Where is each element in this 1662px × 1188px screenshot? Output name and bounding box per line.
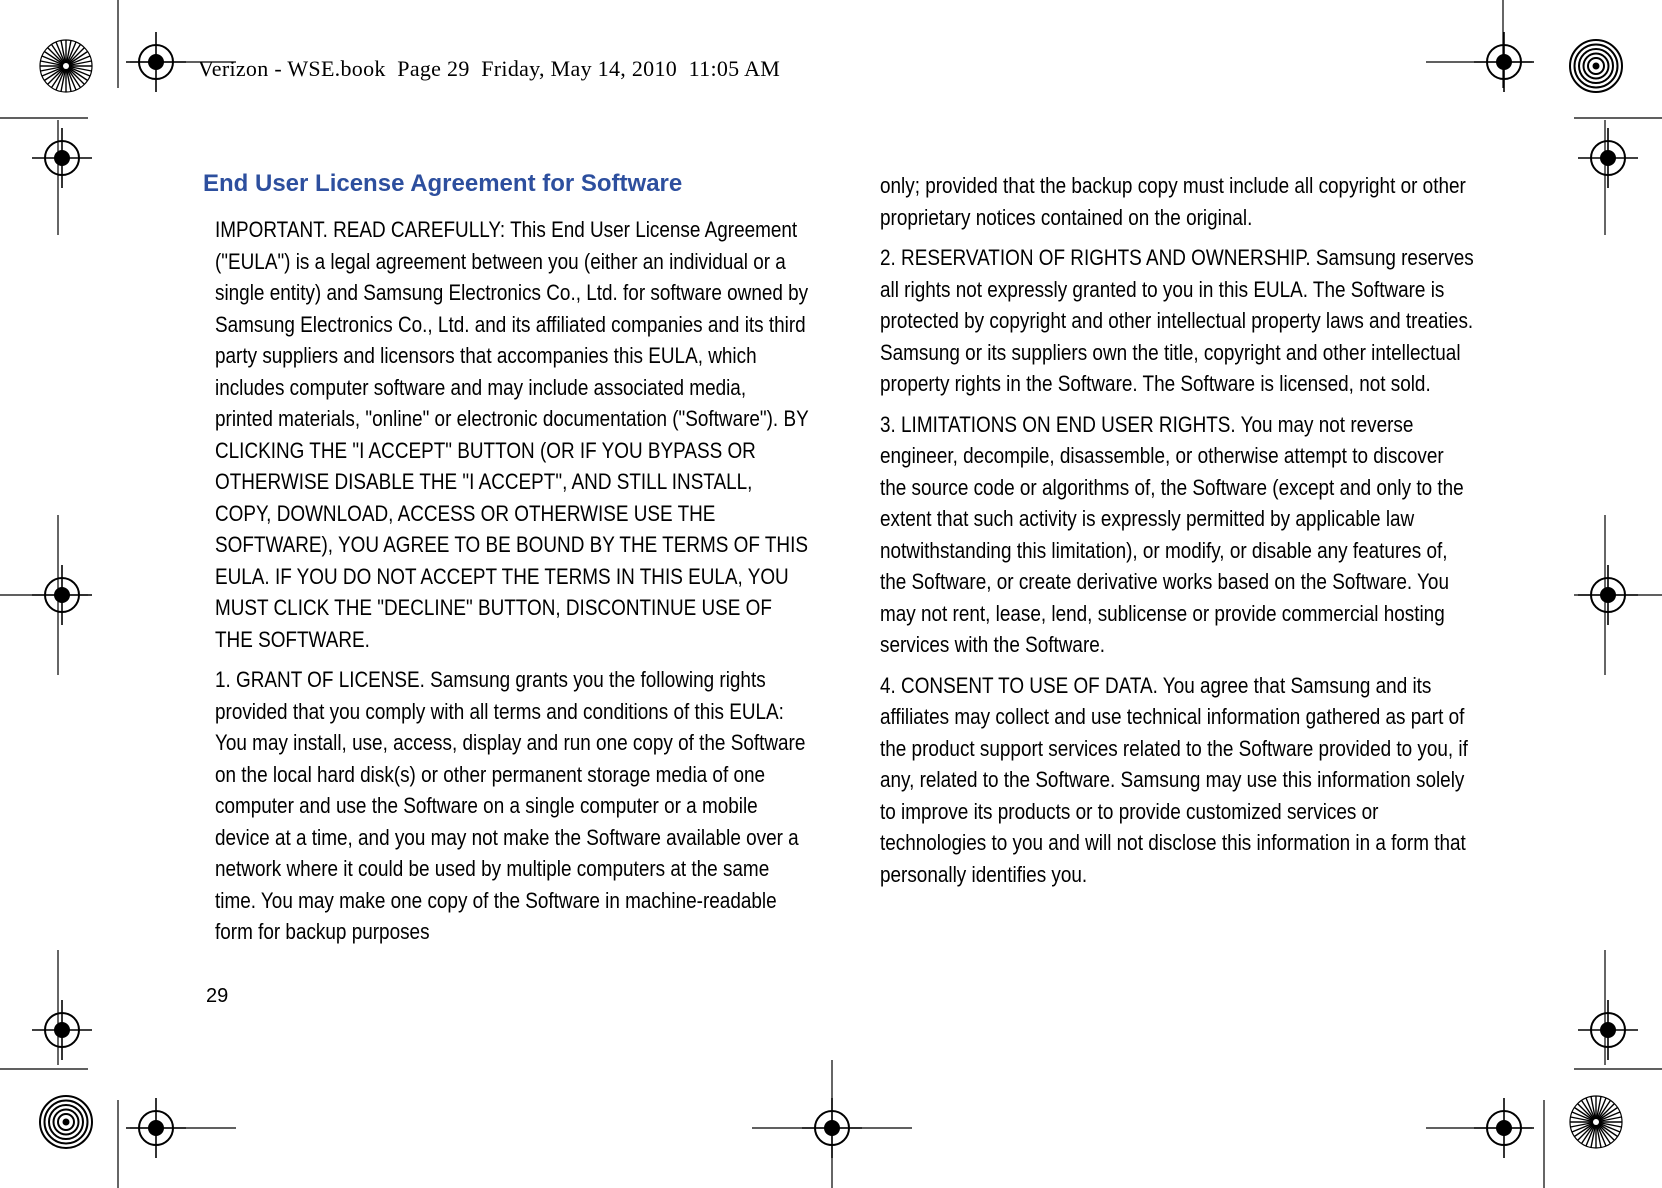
reservation-of-rights-paragraph: 2. RESERVATION OF RIGHTS AND OWNERSHIP. Samsung reserves all rights not expressly granted to you in this EULA. The Software is protected by copyright and other intellectual property laws and treaties. Samsung or its suppliers own the title, copyright and other intellectual property rights in the Software. The Software is licensed, not sold. bbox=[880, 245, 1474, 396]
right-column bbox=[880, 170, 1480, 899]
running-header: Verizon - WSE.book Page 29 Friday, May 14, 2010 11:05 AM bbox=[198, 56, 781, 81]
limitations-paragraph: 3. LIMITATIONS ON END USER RIGHTS. You may not reverse engineer, decompile, disassemble, or otherwise attempt to discover the source code or algorithms of, the Software (except and only to the extent that such activity is expressly permitted by applicable law notwithstanding this limitation), or modify, or disable any features of, the Software, or create derivative works based on the Software. You may not rent, lease, lend, sublicense or provide commercial hosting services with the Software. bbox=[880, 411, 1464, 657]
consent-to-data-paragraph: 4. CONSENT TO USE OF DATA. You agree that Samsung and its affiliates may collect and use technical information gathered as part of the product support services related to the Software provided to you, if any, related to the Software. Samsung may use this information solely to improve its products or to provide customized services or technologies to you and will not disclose this information in a form that personally identifies you. bbox=[880, 672, 1468, 887]
grant-of-license-paragraph: 1. GRANT OF LICENSE. Samsung grants you the following rights provided that you comply with all terms and conditions of this EULA: You may install, use, access, display and run one copy of the Software on the local hard disk(s) or other permanent storage media of one computer and use the Software on a single computer or a mobile device at a time, and you may not make the Software available over a network where it could be used by multiple computers at the same time. You may make one copy of the Software in machine-readable form for backup purposes bbox=[215, 667, 806, 944]
left-column-body bbox=[215, 214, 807, 957]
backup-copy-continuation-paragraph: only; provided that the backup copy must include all copyright or other proprietary notices contained on the original. bbox=[880, 173, 1466, 230]
section-title: End User License Agreement for Software bbox=[203, 170, 683, 197]
page-number: 29 bbox=[206, 985, 229, 1007]
eula-intro-paragraph: IMPORTANT. READ CAREFULLY: This End User License Agreement ("EULA") is a legal agreement between you (either an individual or a single entity) and Samsung Electronics Co., Ltd. for software owned by Samsung Electronics Co., Ltd. and its affiliated companies and its third party suppliers and licensors that accompanies this EULA, which includes computer software and may include associated media, printed materials, "online" or electronic documentation ("Software"). BY CLICKING THE "I ACCEPT" BUTTON (OR IF YOU BYPASS OR OTHERWISE DISABLE THE "I ACCEPT", AND STILL INSTALL, COPY, DOWNLOAD, ACCESS OR OTHERWISE USE THE SOFTWARE), YOU AGREE TO BE BOUND BY THE TERMS OF THIS EULA. IF YOU DO NOT ACCEPT THE TERMS IN THIS EULA, YOU MUST CLICK THE "DECLINE" BUTTON, DISCONTINUE USE OF THE SOFTWARE. bbox=[215, 217, 809, 652]
